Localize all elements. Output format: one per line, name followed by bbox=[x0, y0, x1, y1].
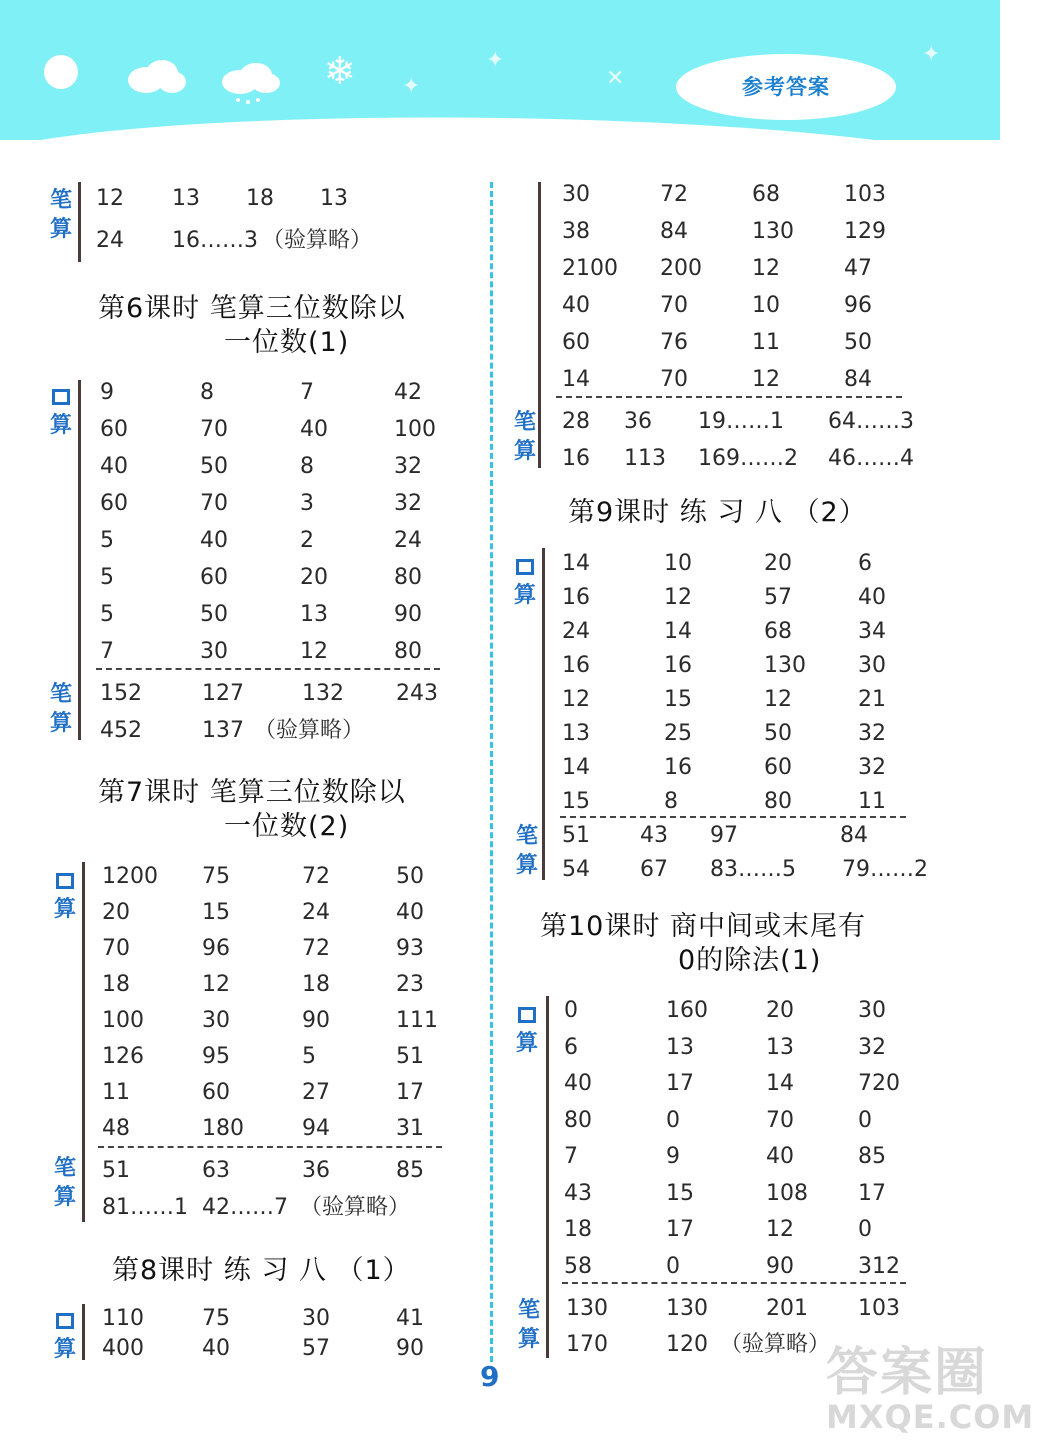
answer-value: 17 bbox=[396, 1080, 424, 1105]
answer-value: 50 bbox=[844, 330, 872, 355]
answer-value: 13 bbox=[300, 602, 328, 627]
answer-value: 42 bbox=[394, 380, 422, 405]
answer-value: 48 bbox=[102, 1116, 130, 1141]
answer-value: 80 bbox=[394, 565, 422, 590]
answer-value: 60 bbox=[100, 491, 128, 516]
answer-value: 11 bbox=[858, 789, 886, 814]
answer-key-badge: 参考答案 bbox=[676, 54, 896, 120]
answer-value: 31 bbox=[396, 1116, 424, 1141]
label-text: 算 bbox=[53, 1337, 76, 1362]
label-text: 算 bbox=[53, 897, 76, 922]
answer-value: 126 bbox=[102, 1044, 144, 1069]
answer-value: 18 bbox=[246, 186, 274, 211]
answer-value: 130 bbox=[764, 653, 806, 678]
answer-value: 17 bbox=[858, 1180, 886, 1206]
answer-value: 90 bbox=[766, 1253, 794, 1279]
sparkle-icon: ✕ bbox=[606, 66, 625, 91]
answer-value: 50 bbox=[200, 454, 228, 479]
answer-value: 12 bbox=[752, 256, 780, 281]
answer-value: 94 bbox=[302, 1116, 330, 1141]
label-char: 笔 bbox=[49, 682, 72, 707]
answer-value: 30 bbox=[562, 182, 590, 207]
written-label bbox=[514, 1296, 544, 1354]
watermark-logo: 答案圈 bbox=[826, 1343, 989, 1403]
answer-value: 103 bbox=[844, 182, 886, 207]
answer-value: 40 bbox=[562, 293, 590, 318]
answer-value: 68 bbox=[752, 182, 780, 207]
answer-value: 60 bbox=[100, 417, 128, 442]
answer-value: 79……2 bbox=[842, 857, 928, 882]
answer-value: 84 bbox=[660, 219, 688, 244]
answer-value: 452 bbox=[100, 718, 142, 743]
section-dash bbox=[98, 1146, 442, 1148]
answer-value: 64……3 bbox=[828, 409, 914, 434]
answer-value: 170 bbox=[566, 1332, 608, 1357]
answer-value: 18 bbox=[564, 1217, 592, 1242]
answer-value: 12 bbox=[752, 367, 780, 392]
lesson-title: 第8课时 练 习 八 （1） bbox=[112, 1255, 411, 1286]
lesson-title: 0的除法(1) bbox=[678, 945, 822, 976]
answer-value: 40 bbox=[202, 1336, 230, 1361]
answer-value: 100 bbox=[394, 417, 436, 442]
answer-value: 169……2 bbox=[698, 446, 798, 471]
answer-value: 11 bbox=[752, 330, 780, 355]
answer-value: 13 bbox=[562, 721, 590, 746]
answer-value: 28 bbox=[562, 409, 590, 434]
answer-value: 32 bbox=[858, 1034, 886, 1060]
answer-value: 27 bbox=[302, 1080, 330, 1105]
answer-value: 15 bbox=[202, 900, 230, 925]
sparkle-icon: ✦ bbox=[486, 48, 505, 73]
answer-value: 54 bbox=[562, 857, 590, 882]
answer-value: 13 bbox=[766, 1034, 794, 1060]
lesson-title: 一位数(1) bbox=[224, 327, 350, 358]
box-glyph bbox=[56, 873, 74, 889]
answer-value: 72 bbox=[302, 864, 330, 889]
answer-value: 17 bbox=[666, 1071, 694, 1096]
answer-value: 83……5 bbox=[710, 857, 796, 882]
answer-value: 5 bbox=[100, 565, 114, 590]
answer-value: 8 bbox=[300, 454, 314, 479]
sun-icon bbox=[44, 55, 78, 89]
answer-value: 40 bbox=[766, 1144, 794, 1169]
answer-value: 50 bbox=[200, 602, 228, 627]
answer-value: 34 bbox=[858, 619, 886, 644]
answer-value: 12 bbox=[96, 186, 124, 211]
label-char: 算 bbox=[49, 711, 72, 736]
answer-value: 129 bbox=[844, 219, 886, 244]
answer-value: 312 bbox=[858, 1253, 900, 1279]
answer-value: 50 bbox=[396, 864, 424, 889]
answer-value: 5 bbox=[100, 528, 114, 553]
answer-value: 111 bbox=[396, 1008, 438, 1033]
answer-value: 97 bbox=[710, 823, 738, 848]
answer-value: 7 bbox=[564, 1144, 578, 1169]
answer-value: 12 bbox=[202, 972, 230, 997]
answer-value: 11 bbox=[102, 1080, 130, 1105]
answer-value: 70 bbox=[102, 936, 130, 961]
answer-value: 70 bbox=[200, 491, 228, 516]
sparkle-icon: ✦ bbox=[402, 74, 421, 99]
answer-value: 23 bbox=[396, 972, 424, 997]
answer-value: 16 bbox=[664, 653, 692, 678]
answer-value: 90 bbox=[394, 602, 422, 627]
answer-value: （验算略） bbox=[254, 718, 365, 743]
answer-value: 43 bbox=[640, 823, 668, 848]
lesson-title: 第10课时 商中间或末尾有 bbox=[540, 911, 866, 942]
answer-value: 12 bbox=[764, 687, 792, 712]
answer-value: 38 bbox=[562, 219, 590, 244]
box-glyph bbox=[52, 389, 70, 405]
section-bar bbox=[78, 182, 81, 262]
answer-value: 60 bbox=[200, 565, 228, 590]
written-label bbox=[46, 680, 76, 738]
answer-value: 10 bbox=[664, 551, 692, 576]
answer-value: 15 bbox=[664, 687, 692, 712]
label-char: 算 bbox=[517, 1327, 540, 1352]
written-label bbox=[50, 1154, 80, 1212]
answer-value: （验算略） bbox=[262, 228, 373, 253]
written-label bbox=[46, 186, 76, 244]
answer-value: 67 bbox=[640, 857, 668, 882]
answer-value: 75 bbox=[202, 1306, 230, 1331]
answer-value: 113 bbox=[624, 446, 666, 471]
header-wave bbox=[0, 110, 1040, 185]
answer-value: 81……1 bbox=[102, 1195, 188, 1220]
cloud-rain-icon bbox=[220, 62, 282, 106]
answer-value: 103 bbox=[858, 1296, 900, 1321]
oral-label bbox=[46, 382, 76, 440]
answer-value: 3 bbox=[300, 491, 314, 516]
page-number: 9 bbox=[480, 1360, 500, 1393]
answer-value: 18 bbox=[302, 972, 330, 997]
answer-value: 130 bbox=[666, 1296, 708, 1321]
answer-value: 108 bbox=[766, 1180, 808, 1206]
answer-value: 85 bbox=[858, 1144, 886, 1169]
oral-label bbox=[512, 1000, 542, 1058]
answer-value: 15 bbox=[666, 1180, 694, 1206]
answer-value: 7 bbox=[100, 639, 114, 664]
answer-value: 16 bbox=[664, 755, 692, 780]
lesson-title: 第9课时 练 习 八 （2） bbox=[568, 497, 867, 528]
answer-value: 200 bbox=[660, 256, 702, 281]
section-bar bbox=[82, 1304, 85, 1360]
answer-value: 50 bbox=[764, 721, 792, 746]
answer-value: 14 bbox=[562, 367, 590, 392]
label-text: 算 bbox=[513, 583, 536, 608]
answer-value: 2100 bbox=[562, 256, 618, 281]
watermark-url: MXQE.COM bbox=[826, 1398, 1035, 1436]
answer-value: 16……3 bbox=[172, 228, 258, 253]
answer-value: 30 bbox=[202, 1008, 230, 1033]
answer-value: 40 bbox=[858, 585, 886, 610]
label-char: 算 bbox=[53, 1185, 76, 1210]
answer-value: 110 bbox=[102, 1306, 144, 1331]
answer-value: 18 bbox=[102, 972, 130, 997]
answer-value: 20 bbox=[102, 900, 130, 925]
answer-value: 6 bbox=[564, 1034, 578, 1060]
answer-value: 12 bbox=[664, 585, 692, 610]
answer-value: 95 bbox=[202, 1044, 230, 1069]
answer-value: 5 bbox=[100, 602, 114, 627]
written-label bbox=[512, 822, 542, 880]
answer-value: 90 bbox=[302, 1008, 330, 1033]
answer-value: 132 bbox=[302, 681, 344, 706]
answer-value: 58 bbox=[564, 1253, 592, 1279]
answer-value: 32 bbox=[858, 721, 886, 746]
label-char: 笔 bbox=[49, 188, 72, 213]
answer-value: 70 bbox=[660, 367, 688, 392]
section-bar bbox=[542, 548, 545, 880]
answer-value: 41 bbox=[396, 1306, 424, 1331]
answer-value: 24 bbox=[96, 228, 124, 253]
box-glyph bbox=[516, 559, 534, 575]
answer-value: 2 bbox=[300, 528, 314, 553]
answer-value: 40 bbox=[100, 454, 128, 479]
answer-value: 85 bbox=[396, 1158, 424, 1183]
answer-value: 46……4 bbox=[828, 446, 914, 471]
label-char: 算 bbox=[513, 439, 536, 464]
answer-value: 36 bbox=[624, 409, 652, 434]
answer-value: 75 bbox=[202, 864, 230, 889]
oral-label bbox=[50, 1306, 80, 1364]
answer-value: 72 bbox=[660, 182, 688, 207]
answer-value: 180 bbox=[202, 1116, 244, 1141]
answer-value: 8 bbox=[200, 380, 214, 405]
answer-value: 43 bbox=[564, 1180, 592, 1206]
answer-value: 16 bbox=[562, 653, 590, 678]
answer-value: 20 bbox=[766, 998, 794, 1023]
answer-value: 80 bbox=[764, 789, 792, 814]
answer-value: 720 bbox=[858, 1071, 900, 1096]
section-bar bbox=[78, 380, 81, 740]
answer-value: 201 bbox=[766, 1296, 808, 1321]
section-dash bbox=[96, 668, 440, 670]
answer-value: 32 bbox=[394, 491, 422, 516]
answer-value: 137 bbox=[202, 718, 244, 743]
answer-value: 36 bbox=[302, 1158, 330, 1183]
oral-label bbox=[510, 552, 540, 610]
answer-value: 13 bbox=[666, 1034, 694, 1060]
answer-value: 8 bbox=[664, 789, 678, 814]
label-char: 笔 bbox=[53, 1156, 76, 1181]
answer-value: 13 bbox=[320, 186, 348, 211]
answer-value: 60 bbox=[202, 1080, 230, 1105]
answer-value: 130 bbox=[566, 1296, 608, 1321]
answer-value: 80 bbox=[394, 639, 422, 664]
answer-value: 24 bbox=[394, 528, 422, 553]
answer-value: 40 bbox=[200, 528, 228, 553]
answer-value: 5 bbox=[302, 1044, 316, 1069]
answer-value: 70 bbox=[660, 293, 688, 318]
answer-value: 160 bbox=[666, 998, 708, 1023]
section-dash bbox=[562, 1282, 906, 1284]
answer-value: 93 bbox=[396, 936, 424, 961]
answer-value: 152 bbox=[100, 681, 142, 706]
answer-value: 80 bbox=[564, 1107, 592, 1133]
label-text: 算 bbox=[515, 1031, 538, 1056]
answer-value: 25 bbox=[664, 721, 692, 746]
answer-value: （验算略） bbox=[300, 1195, 411, 1220]
label-char: 算 bbox=[49, 217, 72, 242]
answer-value: 60 bbox=[764, 755, 792, 780]
answer-value: 19……1 bbox=[698, 409, 784, 434]
answer-value: 30 bbox=[200, 639, 228, 664]
answer-value: 32 bbox=[858, 755, 886, 780]
answer-value: 16 bbox=[562, 585, 590, 610]
page-header bbox=[0, 0, 1000, 140]
answer-value: 9 bbox=[100, 380, 114, 405]
answer-value: 20 bbox=[764, 551, 792, 576]
answer-value: 60 bbox=[562, 330, 590, 355]
answer-value: 243 bbox=[396, 681, 438, 706]
label-char: 笔 bbox=[517, 1298, 540, 1323]
answer-value: 24 bbox=[562, 619, 590, 644]
answer-value: 21 bbox=[858, 687, 886, 712]
cloud-icon bbox=[126, 58, 188, 94]
box-glyph bbox=[518, 1007, 536, 1023]
label-char: 算 bbox=[515, 853, 538, 878]
answer-value: 9 bbox=[666, 1144, 680, 1169]
label-char: 笔 bbox=[515, 824, 538, 849]
section-dash bbox=[556, 396, 902, 398]
answer-value: 0 bbox=[666, 1253, 680, 1279]
lesson-title: 第7课时 笔算三位数除以 bbox=[98, 777, 406, 808]
answer-value: 70 bbox=[766, 1107, 794, 1133]
answer-value: 130 bbox=[752, 219, 794, 244]
answer-value: 1200 bbox=[102, 864, 158, 889]
answer-value: 30 bbox=[858, 998, 886, 1023]
label-text: 算 bbox=[49, 413, 72, 438]
answer-value: 120 bbox=[666, 1332, 708, 1357]
answer-value: 51 bbox=[102, 1158, 130, 1183]
answer-value: 13 bbox=[172, 186, 200, 211]
column-divider bbox=[490, 182, 493, 1362]
answer-value: 96 bbox=[202, 936, 230, 961]
answer-value: 84 bbox=[844, 367, 872, 392]
section-bar bbox=[82, 862, 85, 1222]
written-label bbox=[510, 408, 540, 466]
answer-value: 51 bbox=[396, 1044, 424, 1069]
answer-value: 14 bbox=[562, 551, 590, 576]
answer-value: 24 bbox=[302, 900, 330, 925]
lesson-title: 一位数(2) bbox=[224, 811, 350, 842]
answer-value: 7 bbox=[300, 380, 314, 405]
answer-value: 14 bbox=[664, 619, 692, 644]
lesson-title: 第6课时 笔算三位数除以 bbox=[98, 293, 406, 324]
answer-value: 100 bbox=[102, 1008, 144, 1033]
answer-value: 30 bbox=[302, 1306, 330, 1331]
answer-value: （验算略） bbox=[720, 1332, 831, 1357]
sparkle-icon: ✦ bbox=[922, 42, 941, 67]
answer-value: 63 bbox=[202, 1158, 230, 1183]
box-glyph bbox=[56, 1313, 74, 1329]
answer-value: 0 bbox=[666, 1107, 680, 1133]
answer-value: 0 bbox=[858, 1217, 872, 1242]
answer-value: 14 bbox=[562, 755, 590, 780]
answer-value: 12 bbox=[300, 639, 328, 664]
answer-value: 84 bbox=[840, 823, 868, 848]
answer-value: 96 bbox=[844, 293, 872, 318]
answer-value: 30 bbox=[858, 653, 886, 678]
answer-value: 40 bbox=[300, 417, 328, 442]
answer-value: 57 bbox=[302, 1336, 330, 1361]
section-bar bbox=[546, 996, 549, 1358]
answer-value: 12 bbox=[562, 687, 590, 712]
answer-value: 20 bbox=[300, 565, 328, 590]
answer-value: 15 bbox=[562, 789, 590, 814]
answer-value: 16 bbox=[562, 446, 590, 471]
answer-value: 10 bbox=[752, 293, 780, 318]
answer-value: 12 bbox=[766, 1217, 794, 1242]
answer-value: 57 bbox=[764, 585, 792, 610]
oral-label bbox=[50, 866, 80, 924]
answer-value: 70 bbox=[200, 417, 228, 442]
answer-value: 14 bbox=[766, 1071, 794, 1096]
answer-value: 400 bbox=[102, 1336, 144, 1361]
answer-value: 42……7 bbox=[202, 1195, 288, 1220]
answer-value: 0 bbox=[564, 998, 578, 1023]
answer-value: 68 bbox=[764, 619, 792, 644]
label-char: 笔 bbox=[513, 410, 536, 435]
answer-value: 17 bbox=[666, 1217, 694, 1242]
answer-value: 6 bbox=[858, 551, 872, 576]
answer-value: 72 bbox=[302, 936, 330, 961]
answer-value: 40 bbox=[564, 1071, 592, 1096]
answer-value: 76 bbox=[660, 330, 688, 355]
answer-value: 90 bbox=[396, 1336, 424, 1361]
answer-value: 47 bbox=[844, 256, 872, 281]
section-dash bbox=[560, 816, 906, 818]
answer-value: 51 bbox=[562, 823, 590, 848]
answer-value: 32 bbox=[394, 454, 422, 479]
answer-value: 40 bbox=[396, 900, 424, 925]
answer-value: 127 bbox=[202, 681, 244, 706]
answer-value: 0 bbox=[858, 1107, 872, 1133]
snowflake-icon: ❄ bbox=[324, 49, 356, 93]
